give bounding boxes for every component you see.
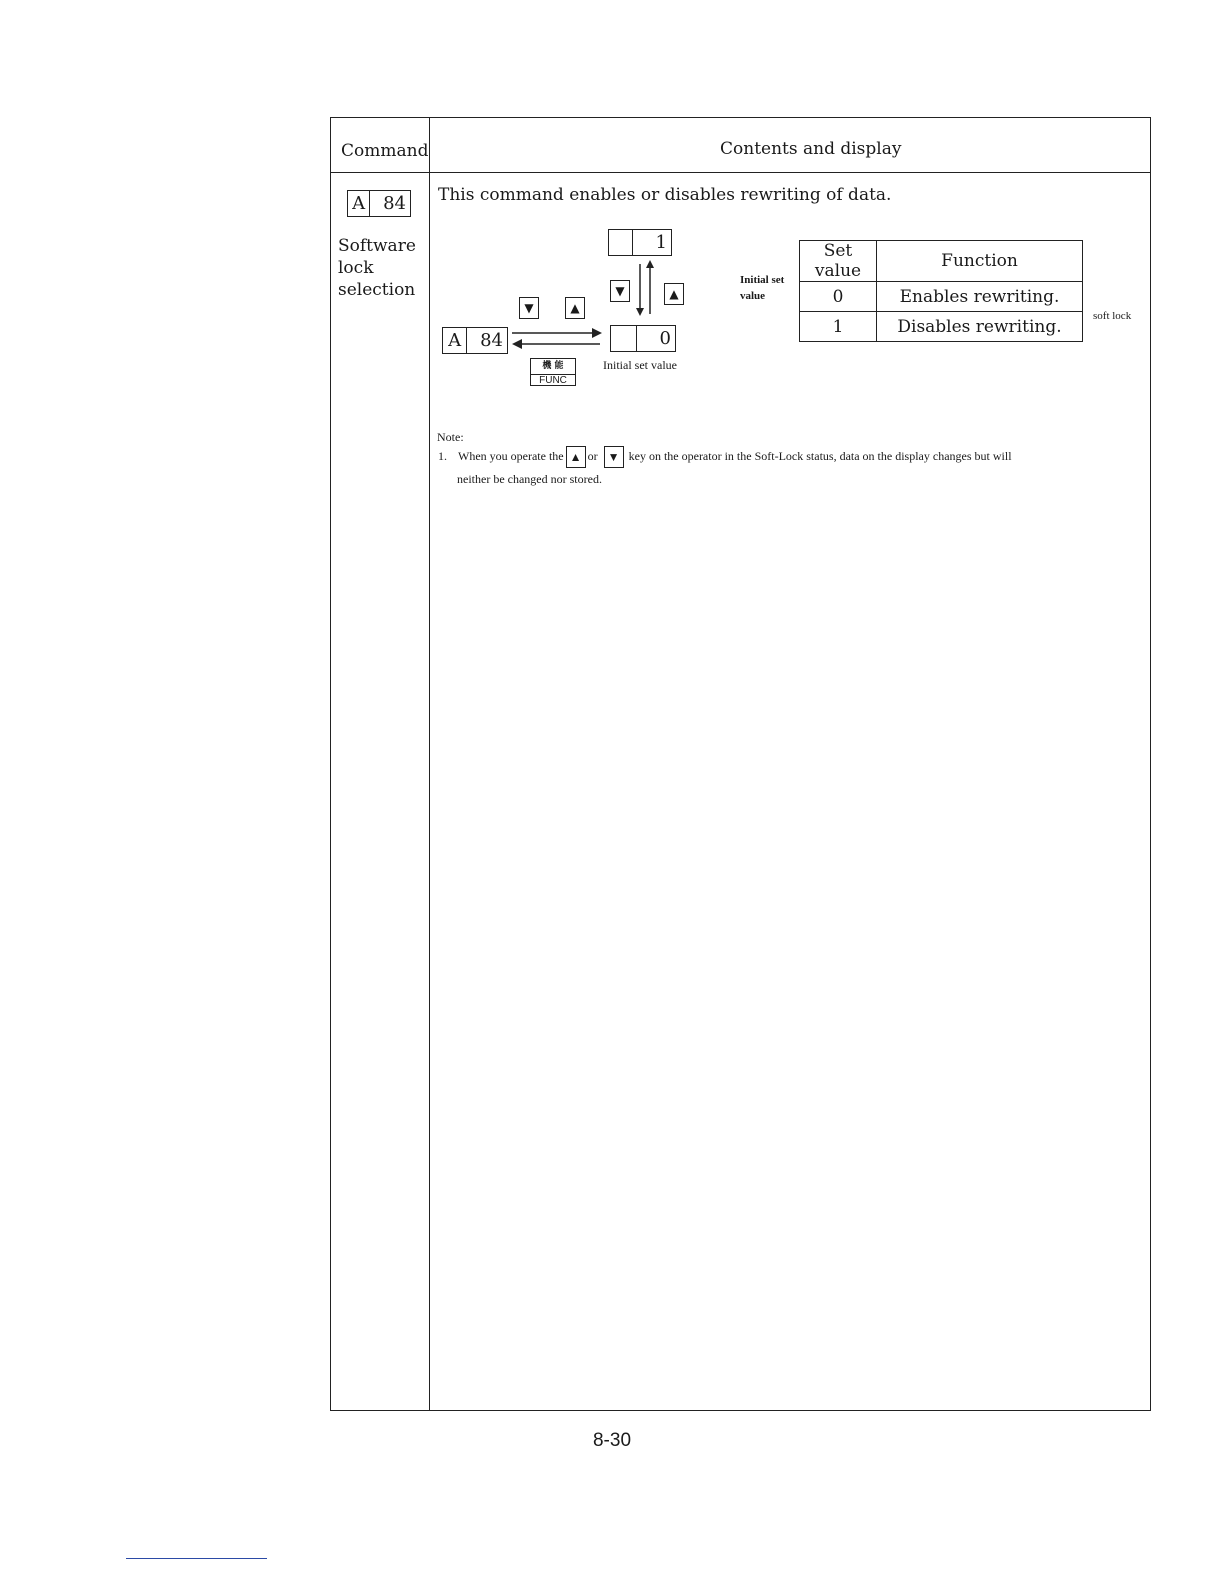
command-name: Software lock selection <box>338 236 416 300</box>
arrow-down-head <box>636 308 644 316</box>
arrow-right-head <box>592 328 602 338</box>
command-code-letter: A <box>352 193 366 214</box>
up-key-icon: ▲ <box>664 283 684 305</box>
note-text-line2: neither be changed nor stored. <box>457 472 602 486</box>
initial-set-value-label: Initial set value <box>603 358 677 372</box>
function-table-header-row <box>800 241 1083 282</box>
up-key-icon: ▲ <box>565 297 585 319</box>
diagram-code-letter: A <box>448 330 462 351</box>
table-row <box>800 282 1083 312</box>
function-table-header-set-value: Set value <box>800 241 877 282</box>
column-divider <box>429 117 430 1411</box>
function-cell: Enables rewriting. <box>877 282 1083 312</box>
down-key-icon: ▼ <box>604 446 624 468</box>
set-value-cell: 0 <box>800 282 877 312</box>
diagram-code-box <box>442 327 508 354</box>
vertical-arrows <box>630 258 660 318</box>
command-code-number: 84 <box>369 191 410 216</box>
bottom-display-box <box>610 325 676 352</box>
header-divider <box>330 172 1151 173</box>
note-text-or: or <box>587 448 598 463</box>
table-row <box>800 312 1083 342</box>
down-key-icon: ▼ <box>610 280 630 302</box>
note-text-before: When you operate the <box>458 448 564 463</box>
diagram-code-number: 84 <box>466 328 507 353</box>
function-cell: Disables rewriting. <box>877 312 1083 342</box>
function-table <box>799 240 1083 342</box>
note-item <box>438 446 1138 468</box>
arrow-left-head <box>512 339 522 349</box>
horizontal-arrows <box>508 325 608 353</box>
function-table-header-function: Function <box>877 241 1083 282</box>
note-item-number: 1. <box>438 448 447 463</box>
bottom-display-value: 0 <box>636 326 675 351</box>
header-command: Command <box>341 141 429 161</box>
command-description: This command enables or disables rewriting of data. <box>438 185 892 205</box>
func-key-cjk: 機 能 <box>542 361 564 371</box>
initial-set-side-note: Initial set value <box>740 274 785 302</box>
func-key-icon <box>530 358 576 386</box>
top-display-box <box>608 229 672 256</box>
set-value-cell: 1 <box>800 312 877 342</box>
func-key-label: FUNC <box>531 374 575 386</box>
note-text-after: key on the operator in the Soft-Lock status, data on the display changes but will <box>628 448 1012 463</box>
header-contents: Contents and display <box>720 139 902 159</box>
note-title: Note: <box>437 430 464 444</box>
page-number: 8-30 <box>592 1430 632 1451</box>
command-code-box <box>347 190 411 217</box>
up-key-icon: ▲ <box>566 446 586 468</box>
top-display-value: 1 <box>632 230 671 255</box>
soft-lock-note: soft lock <box>1093 310 1132 322</box>
arrow-up-head <box>646 260 654 268</box>
footer-rule <box>126 1558 267 1559</box>
down-key-icon: ▼ <box>519 297 539 319</box>
